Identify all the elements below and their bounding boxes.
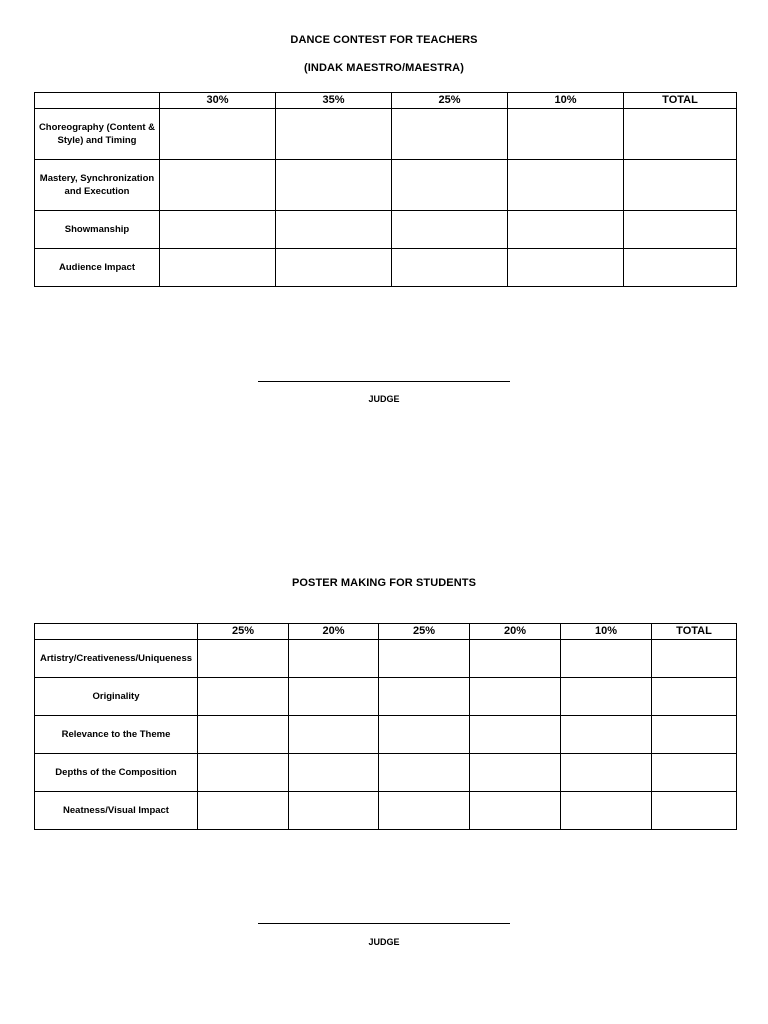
criteria-label: Showmanship bbox=[35, 211, 160, 249]
poster-title: POSTER MAKING FOR STUDENTS bbox=[291, 577, 477, 589]
score-cell[interactable] bbox=[198, 678, 289, 716]
score-cell[interactable] bbox=[198, 792, 289, 830]
dance-score-table bbox=[34, 92, 737, 287]
table-row bbox=[35, 678, 737, 716]
score-cell[interactable] bbox=[470, 754, 561, 792]
score-cell[interactable] bbox=[198, 640, 289, 678]
score-cell[interactable] bbox=[392, 109, 508, 160]
header-cell-weight: 35% bbox=[276, 93, 392, 109]
header-cell-weight: 10% bbox=[508, 93, 624, 109]
table-row bbox=[35, 754, 737, 792]
total-cell[interactable] bbox=[652, 640, 737, 678]
dance-subtitle: (INDAK MAESTRO/MAESTRA) bbox=[304, 62, 464, 74]
score-cell[interactable] bbox=[289, 640, 379, 678]
header-cell-weight: 25% bbox=[198, 624, 289, 640]
table-row bbox=[35, 211, 737, 249]
total-cell[interactable] bbox=[624, 211, 737, 249]
dance-title: DANCE CONTEST FOR TEACHERS bbox=[290, 34, 478, 46]
header-cell-total: TOTAL bbox=[652, 624, 737, 640]
total-cell[interactable] bbox=[652, 792, 737, 830]
table-header-row bbox=[35, 624, 737, 640]
score-cell[interactable] bbox=[276, 211, 392, 249]
score-cell[interactable] bbox=[508, 109, 624, 160]
score-cell[interactable] bbox=[276, 160, 392, 211]
score-cell[interactable] bbox=[392, 160, 508, 211]
score-cell[interactable] bbox=[392, 249, 508, 287]
judge-signature-line[interactable] bbox=[258, 923, 510, 924]
table-header-row bbox=[35, 93, 737, 109]
score-cell[interactable] bbox=[198, 754, 289, 792]
criteria-label: Depths of the Composition bbox=[35, 754, 198, 792]
criteria-label: Mastery, Synchronization and Execution bbox=[35, 160, 160, 211]
score-cell[interactable] bbox=[508, 249, 624, 287]
judge-label: JUDGE bbox=[368, 394, 400, 404]
header-cell-weight: 10% bbox=[561, 624, 652, 640]
table-row bbox=[35, 792, 737, 830]
criteria-label: Neatness/Visual Impact bbox=[35, 792, 198, 830]
score-cell[interactable] bbox=[561, 716, 652, 754]
total-cell[interactable] bbox=[624, 109, 737, 160]
score-cell[interactable] bbox=[379, 754, 470, 792]
score-cell[interactable] bbox=[198, 716, 289, 754]
score-cell[interactable] bbox=[470, 678, 561, 716]
score-cell[interactable] bbox=[289, 754, 379, 792]
judge-label: JUDGE bbox=[368, 937, 400, 947]
score-cell[interactable] bbox=[276, 109, 392, 160]
header-cell-criteria bbox=[35, 93, 160, 109]
total-cell[interactable] bbox=[652, 754, 737, 792]
score-cell[interactable] bbox=[289, 678, 379, 716]
score-cell[interactable] bbox=[561, 754, 652, 792]
table-row bbox=[35, 640, 737, 678]
score-cell[interactable] bbox=[160, 211, 276, 249]
table-row bbox=[35, 160, 737, 211]
criteria-label: Originality bbox=[35, 678, 198, 716]
criteria-label: Audience Impact bbox=[35, 249, 160, 287]
score-cell[interactable] bbox=[379, 716, 470, 754]
header-cell-weight: 20% bbox=[470, 624, 561, 640]
header-cell-weight: 30% bbox=[160, 93, 276, 109]
criteria-label: Relevance to the Theme bbox=[35, 716, 198, 754]
table-row bbox=[35, 716, 737, 754]
score-cell[interactable] bbox=[289, 716, 379, 754]
total-cell[interactable] bbox=[624, 160, 737, 211]
score-cell[interactable] bbox=[289, 792, 379, 830]
total-cell[interactable] bbox=[624, 249, 737, 287]
total-cell[interactable] bbox=[652, 678, 737, 716]
score-cell[interactable] bbox=[508, 211, 624, 249]
score-cell[interactable] bbox=[470, 640, 561, 678]
score-cell[interactable] bbox=[470, 792, 561, 830]
header-cell-weight: 25% bbox=[379, 624, 470, 640]
score-cell[interactable] bbox=[561, 678, 652, 716]
header-cell-weight: 20% bbox=[289, 624, 379, 640]
score-cell[interactable] bbox=[160, 160, 276, 211]
header-cell-total: TOTAL bbox=[624, 93, 737, 109]
score-cell[interactable] bbox=[561, 640, 652, 678]
judge-signature-line[interactable] bbox=[258, 381, 510, 382]
total-cell[interactable] bbox=[652, 716, 737, 754]
score-cell[interactable] bbox=[160, 249, 276, 287]
header-cell-criteria bbox=[35, 624, 198, 640]
header-cell-weight: 25% bbox=[392, 93, 508, 109]
score-cell[interactable] bbox=[276, 249, 392, 287]
criteria-label: Artistry/Creativeness/Uniqueness bbox=[35, 640, 198, 678]
poster-score-table bbox=[34, 623, 737, 830]
score-cell[interactable] bbox=[392, 211, 508, 249]
table-row bbox=[35, 249, 737, 287]
score-cell[interactable] bbox=[160, 109, 276, 160]
table-row bbox=[35, 109, 737, 160]
criteria-label: Choreography (Content & Style) and Timing bbox=[35, 109, 160, 160]
score-cell[interactable] bbox=[508, 160, 624, 211]
score-cell[interactable] bbox=[379, 792, 470, 830]
score-cell[interactable] bbox=[379, 678, 470, 716]
score-cell[interactable] bbox=[470, 716, 561, 754]
score-cell[interactable] bbox=[379, 640, 470, 678]
score-cell[interactable] bbox=[561, 792, 652, 830]
